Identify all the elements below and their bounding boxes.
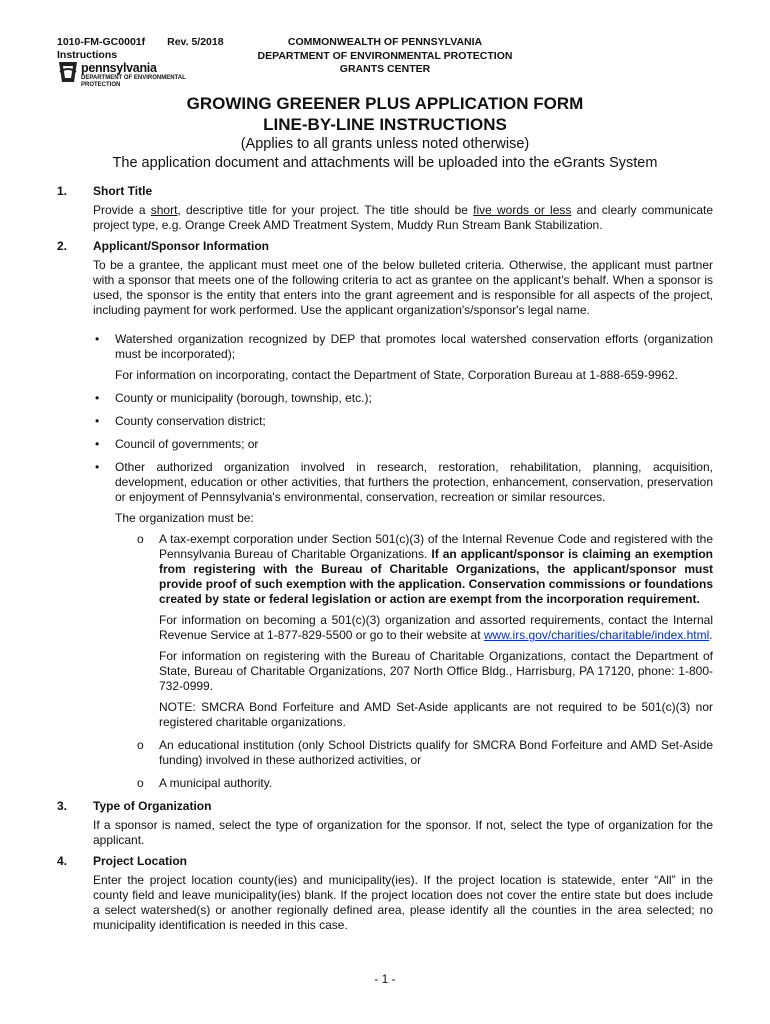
section-text: Provide a short, descriptive title for your project. The title should be five words or less and clearly communicate project type, e.g. Orange Creek AMD Treatment System, Muddy Run Stream Bank Stabilization. xyxy=(93,203,714,232)
agency-line-1: COMMONWEALTH OF PENNSYLVANIA xyxy=(287,36,483,48)
agency-line-3: GRANTS CENTER xyxy=(339,63,431,75)
circle-bullet-icon: o xyxy=(137,532,144,546)
irs-info: For information on becoming a 501(c)(3) organization and assorted requirements, contact the Internal Revenue Service at 1-877-829-5500 or go to their website at www.irs.gov/charities/charitable/index.html. xyxy=(159,613,713,642)
section-number: 3. xyxy=(57,799,68,813)
section-project-location xyxy=(57,854,713,933)
instructions-body xyxy=(57,184,713,939)
list-item: • Council of governments; or xyxy=(95,437,259,451)
section-number: 4. xyxy=(57,854,68,868)
bullet-icon: • xyxy=(95,437,100,451)
section-text: To be a grantee, the applicant must meet one of the below bulleted criteria. Otherwise, the applicant must partner with a sponsor that meets one of the following criteria to act as grantee on the applicant's behalf. When a sponsor is used, the sponsor is the entity that enters into the grant agreement and is responsible for all aspects of the project, including payment for work performed. Use the applicant organization's/sponsor's legal name. xyxy=(93,258,713,317)
keystone-icon xyxy=(57,60,79,84)
egrants-note: The application document and attachments will be uploaded into the eGrants System xyxy=(112,155,658,171)
section-number: 1. xyxy=(57,184,68,198)
incorporation-note: For information on incorporating, contact the Department of State, Corporation Bureau at 1-888-659-9962. xyxy=(115,368,678,382)
section-text: Enter the project location county(ies) and municipality(ies). If the project location is statewide, enter “All” in the county field and leave municipality(ies) blank. If the project location does not cover the entire state but does include a select watershed(s) or another regionally defined area, please identify all the counties in the area selected; no municipality identification is needed in this case. xyxy=(93,873,713,932)
bullet-icon: • xyxy=(95,332,100,346)
form-number: 1010-FM-GC0001f xyxy=(57,36,146,48)
bullet-icon: • xyxy=(95,460,100,474)
revision-date: Rev. 5/2018 xyxy=(167,36,224,48)
page-number: - 1 - xyxy=(374,972,396,986)
sublist-item: o A municipal authority. xyxy=(137,776,273,790)
logo-department-name: DEPARTMENT OF ENVIRONMENTAL PROTECTION xyxy=(81,75,186,88)
list-item: • Other authorized organization involved in research, restoration, rehabilitation, planning, acquisition, development, education or other activities, that furthers the protection, enhancement, conservation, preservation or enjoyment of Pennsylvania's environmental, conservation, recreation or similar resources. The organization must be: o A tax-exempt corporation under Section 501(c)(3) of the Internal Revenue Code and registered with the Pennsylvania Bureau of Charitable Organizations. If an applicant/sponsor is claiming an exemption from registering with the Bureau of Charitable Organizations, the applicant/sponsor must provide proof of such exemption with the application. Conservation commissions or foundations created by state or federal legislation or action are exempt from the incorporation requirement. For information on becoming a 501(c)(3) organization and assorted requirements, contact the Internal Revenue Service at 1-877-829-5500 or go to their website at www.irs.gov/charities/charitable/index.html. For information on registering with the Bureau of Charitable Organizations, contact the Department of State, Bureau of Charitable Organizations, 207 North Office Bldg., Harrisburg, PA 17120, phone: 1-800-732-0999. NOTE: SMCRA Bond Forfeiture and AMD Set-Aside applicants are not required to be 501(c)(3) nor registered charitable organizations. o An educational institution (only School Districts qualify for SMCRA Bond Forfeiture and AMD Set-Aside funding) involved in these authorized activities, or o A municipal authority. xyxy=(95,460,713,790)
organization-must-be: The organization must be: xyxy=(115,511,254,525)
eligibility-list xyxy=(93,332,713,791)
agency-line-2: DEPARTMENT OF ENVIRONMENTAL PROTECTION xyxy=(257,49,513,62)
agency-header xyxy=(240,36,530,77)
circle-bullet-icon: o xyxy=(137,738,144,752)
irs-website-link[interactable]: www.irs.gov/charities/charitable/index.html xyxy=(483,628,710,642)
pa-dep-logo xyxy=(57,60,187,90)
section-type-of-organization xyxy=(57,799,713,848)
section-short-title xyxy=(57,184,713,233)
bullet-icon: • xyxy=(95,391,100,405)
organization-sublist xyxy=(137,532,713,791)
section-applicant-sponsor xyxy=(57,239,713,791)
section-heading: Applicant/Sponsor Information xyxy=(93,239,269,253)
section-text: If a sponsor is named, select the type of organization for the sponsor. If not, select the type of organization for the applicant. xyxy=(93,818,713,847)
logo-state-name: pennsylvania xyxy=(81,61,157,75)
smcra-note: NOTE: SMCRA Bond Forfeiture and AMD Set-Aside applicants are not required to be 501(c)(3) nor registered charitable organizations. xyxy=(159,700,713,729)
sublist-item: o A tax-exempt corporation under Section 501(c)(3) of the Internal Revenue Code and registered with the Pennsylvania Bureau of Charitable Organizations. If an applicant/sponsor is claiming an exemption from registering with the Bureau of Charitable Organizations, the applicant/sponsor must provide proof of such exemption with the application. Conservation commissions or foundations created by state or federal legislation or action are exempt from the incorporation requirement. For information on becoming a 501(c)(3) organization and assorted requirements, contact the Internal Revenue Service at 1-877-829-5500 or go to their website at www.irs.gov/charities/charitable/index.html. For information on registering with the Bureau of Charitable Organizations, contact the Department of State, Bureau of Charitable Organizations, 207 North Office Bldg., Harrisburg, PA 17120, phone: 1-800-732-0999. NOTE: SMCRA Bond Forfeiture and AMD Set-Aside applicants are not required to be 501(c)(3) nor registered charitable organizations. xyxy=(137,532,713,729)
document-type: Instructions xyxy=(57,49,118,61)
list-item: • Watershed organization recognized by DEP that promotes local watershed conservation efforts (organization must be incorporated); For information on incorporating, contact the Department of State, Corporation Bureau at 1-888-659-9962. xyxy=(95,332,713,382)
document-subtitle: LINE-BY-LINE INSTRUCTIONS xyxy=(263,115,507,134)
section-heading: Short Title xyxy=(93,184,153,198)
form-identifier xyxy=(57,36,224,62)
document-title: GROWING GREENER PLUS APPLICATION FORM xyxy=(186,94,584,113)
section-number: 2. xyxy=(57,239,68,253)
section-heading: Type of Organization xyxy=(93,799,212,813)
charities-bureau-info: For information on registering with the Bureau of Charitable Organizations, contact the Department of State, Bureau of Charitable Organizations, 207 North Office Bldg., Harrisburg, PA 17120, phone: 1-800-732-0999. xyxy=(159,649,713,693)
section-heading: Project Location xyxy=(93,854,188,868)
bullet-icon: • xyxy=(95,414,100,428)
applies-note: (Applies to all grants unless noted otherwise) xyxy=(240,136,530,152)
list-item: • County or municipality (borough, township, etc.); xyxy=(95,391,372,405)
sublist-item: o An educational institution (only School Districts qualify for SMCRA Bond Forfeiture and AMD Set-Aside funding) involved in these authorized activities, or xyxy=(137,738,713,767)
list-item: • County conservation district; xyxy=(95,414,266,428)
circle-bullet-icon: o xyxy=(137,776,144,790)
